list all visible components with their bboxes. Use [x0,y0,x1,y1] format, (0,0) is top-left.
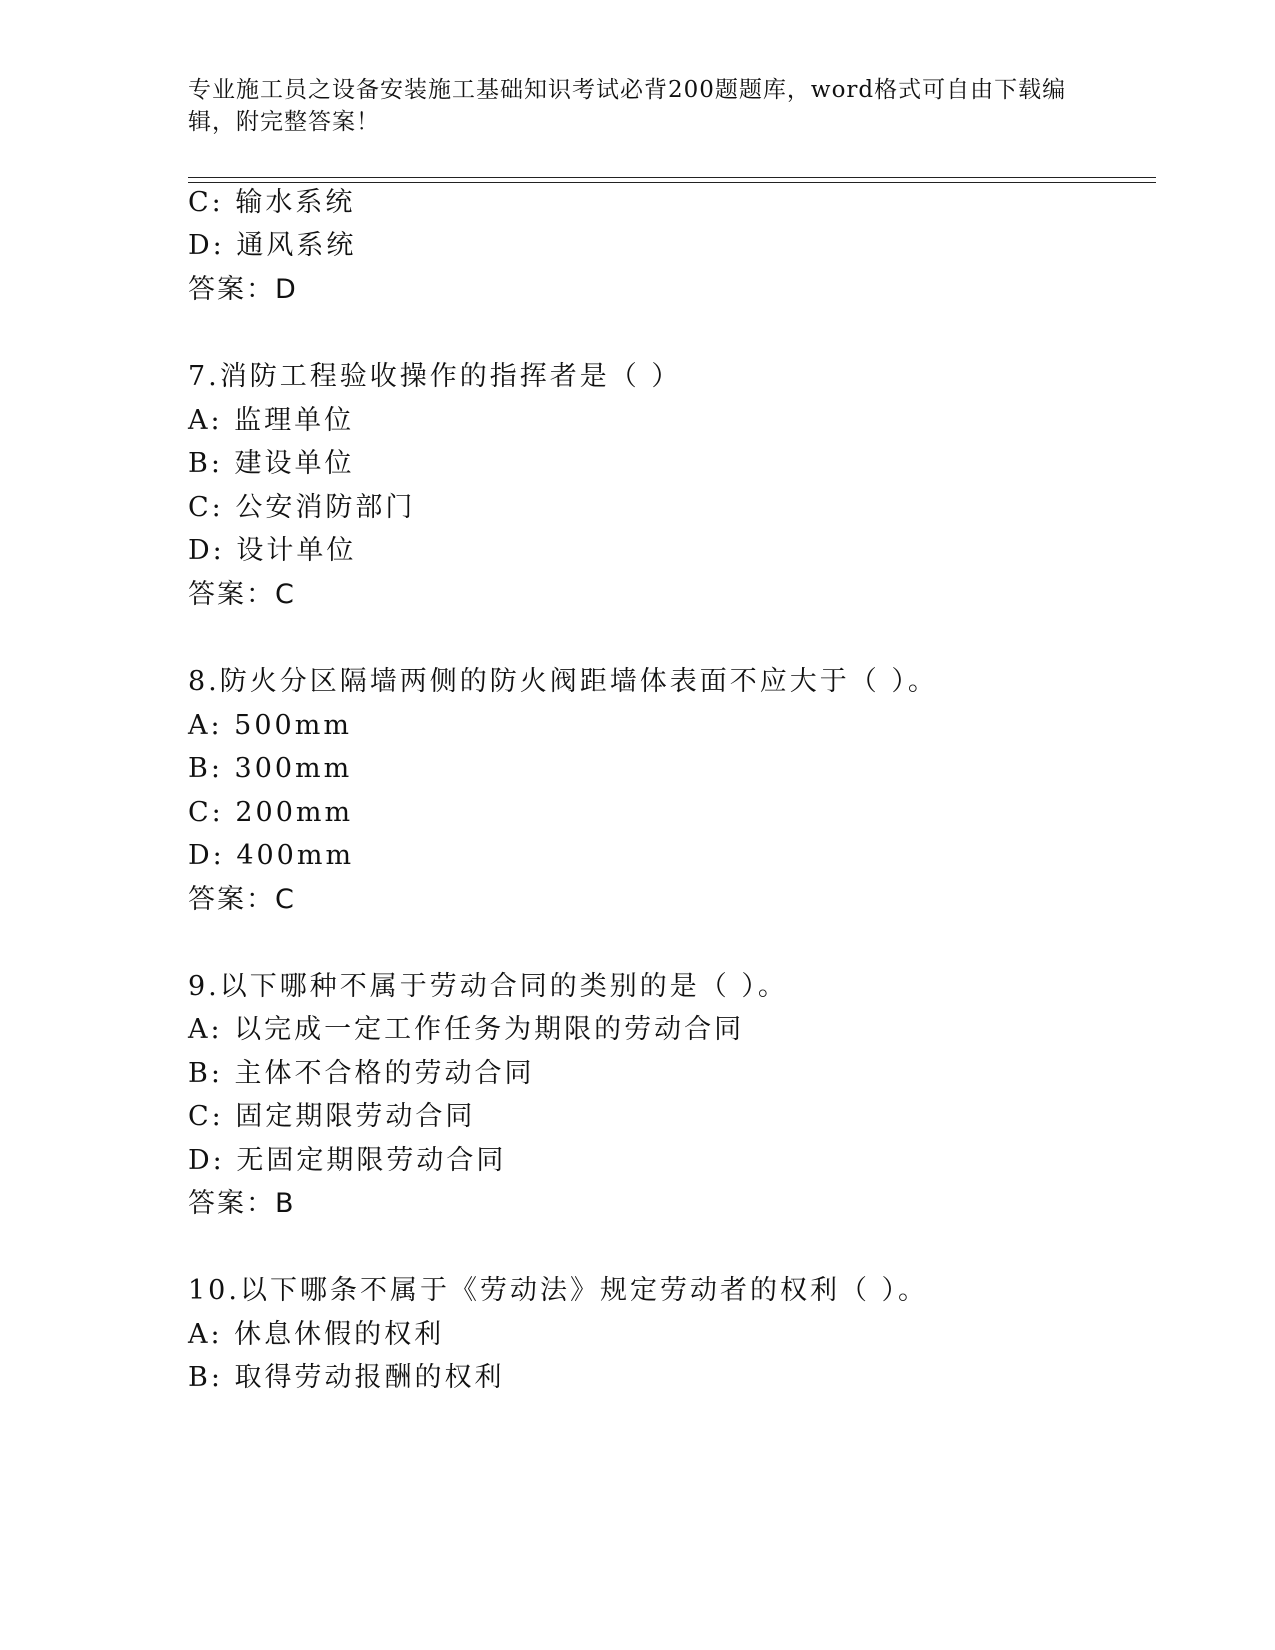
q6-option-d: D: 通风系统 [188,230,357,261]
header-divider-top [188,177,1156,178]
q8-option-b: B: 300mm [188,753,353,784]
q9-option-a: A: 以完成一定工作任务为期限的劳动合同 [188,1014,745,1045]
q7-question: 7.消防工程验收操作的指挥者是（ ） [188,361,682,392]
q7-option-b: B: 建设单位 [188,448,355,479]
q8-option-c: C: 200mm [188,797,354,828]
header-divider-bottom [188,182,1156,183]
q10-option-b: B: 取得劳动报酬的权利 [188,1362,505,1393]
q8-question: 8.防火分区隔墙两侧的防火阀距墙体表面不应大于（ ）。 [188,666,938,697]
q7-option-c: C: 公安消防部门 [188,492,416,523]
q7-answer: 答案：C [188,579,296,610]
q9-answer: 答案：B [188,1188,296,1219]
q9-option-b: B: 主体不合格的劳动合同 [188,1058,535,1089]
q6-option-c: C: 输水系统 [188,187,356,218]
q8-answer: 答案：C [188,884,296,915]
q8-option-d: D: 400mm [188,840,355,871]
q8-option-a: A: 500mm [188,710,352,741]
q9-question: 9.以下哪种不属于劳动合同的类别的是（ ）。 [188,971,788,1002]
q7-option-a: A: 监理单位 [188,405,355,436]
q7-option-d: D: 设计单位 [188,535,357,566]
q9-option-d: D: 无固定期限劳动合同 [188,1145,507,1176]
q9-option-c: C: 固定期限劳动合同 [188,1101,476,1132]
page-header-title: 专业施工员之设备安装施工基础知识考试必背200题题库，word格式可自由下载编辑，附完整答案！ [188,77,1067,135]
q6-answer: 答案：D [188,274,298,305]
q10-option-a: A: 休息休假的权利 [188,1319,445,1350]
q10-question: 10.以下哪条不属于《劳动法》规定劳动者的权利（ ）。 [188,1275,929,1306]
